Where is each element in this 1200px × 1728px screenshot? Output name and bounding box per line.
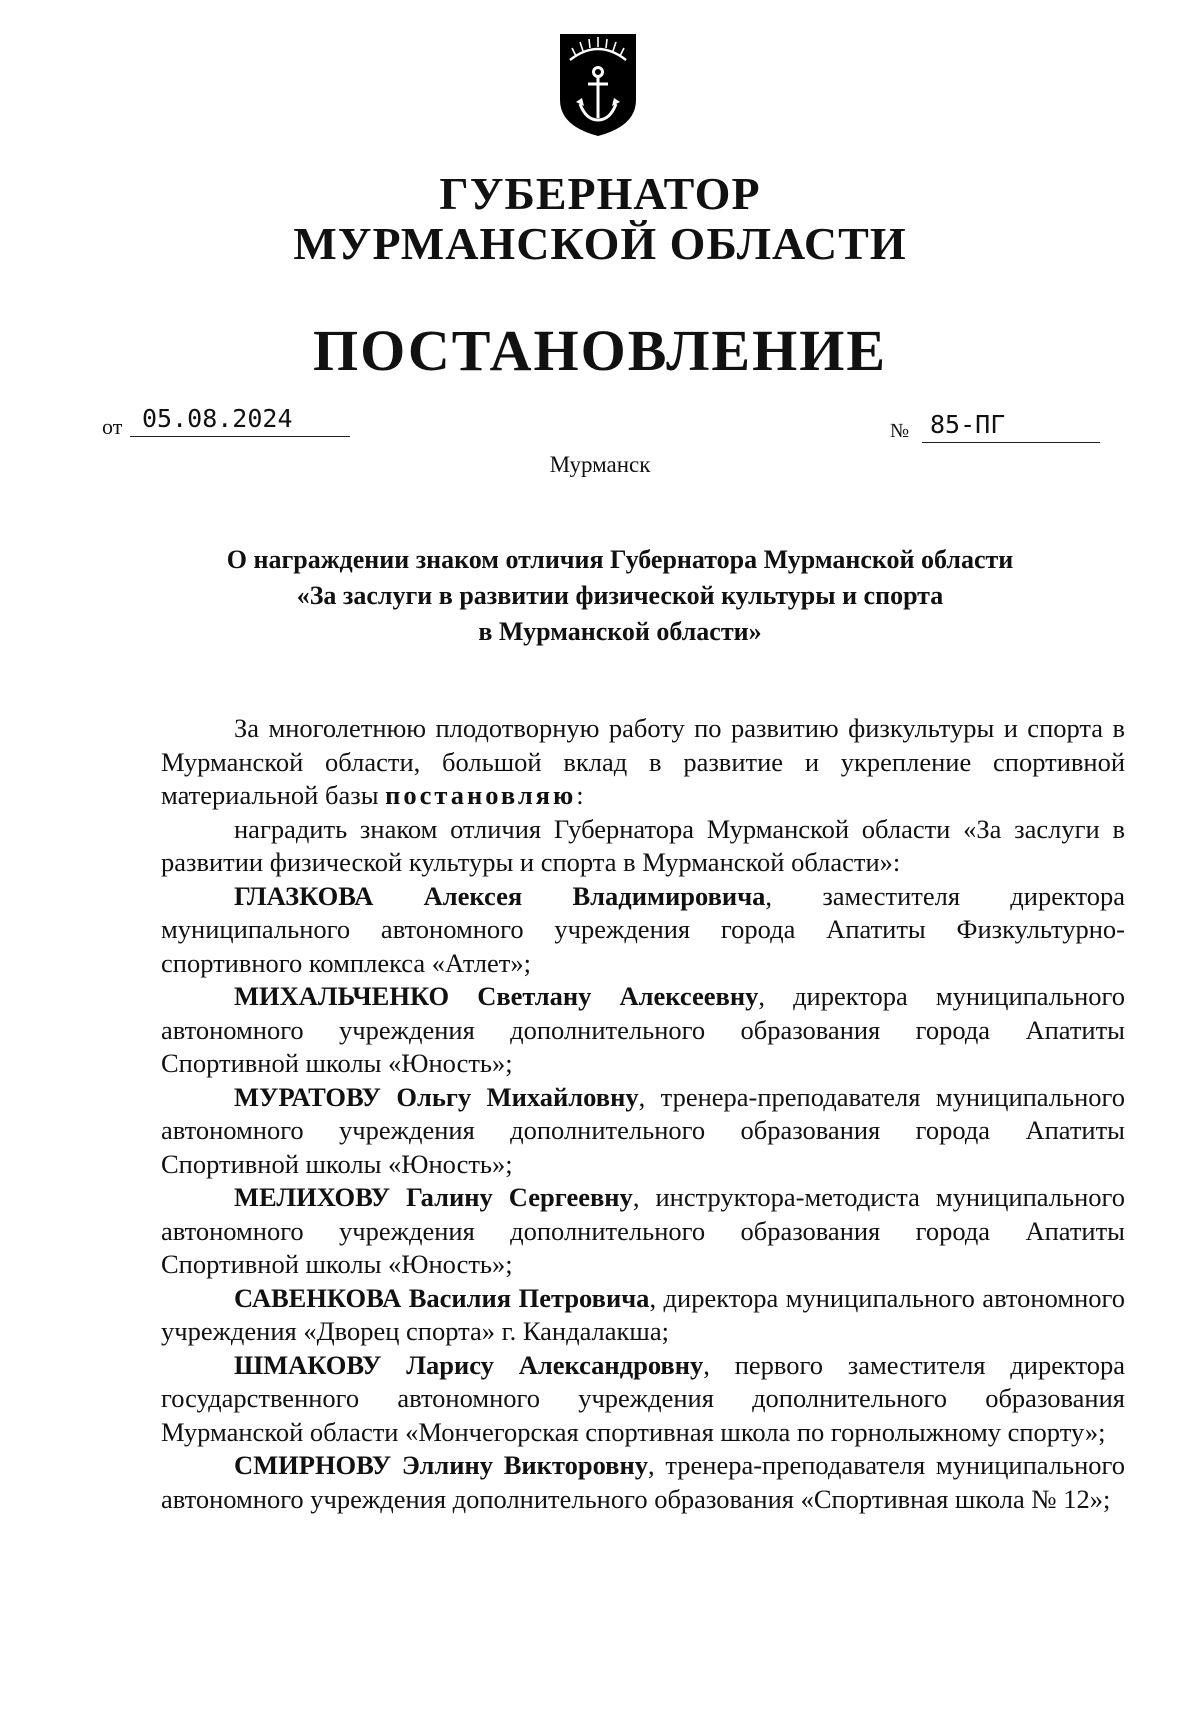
awardee-name: ГЛАЗКОВА Алексея Владимировича [234, 880, 766, 911]
awardee-description: , тренера-преподавателя муниципального автономного учреждения дополнительного образования «Спортивная школа № 12»; [161, 1450, 1125, 1514]
title-line: О награждении знаком отличия Губернатора Мурманской области [226, 545, 1014, 574]
date-value: 05.08.2024 [130, 404, 350, 437]
document-type: ПОСТАНОВЛЕНИЕ [312, 318, 888, 383]
awardee-paragraph [161, 1081, 1125, 1182]
awardee-description: , директора муниципального автономного учреждения дополнительного образования города Апатиты Спортивной школы «Юность»; [161, 981, 1125, 1078]
city: Мурманск [549, 452, 651, 477]
number-label: № [890, 420, 910, 442]
awardee-name: МУРАТОВУ Ольгу Михайловну [234, 1081, 639, 1112]
awardee-name: ШМАКОВУ Ларису Александровну [234, 1349, 704, 1380]
awardee-name: САВЕНКОВА Василия Петровича [234, 1282, 650, 1313]
award-intro-paragraph: наградить знаком отличия Губернатора Мурманской области «За заслуги в развитии физической культуры и спорта в Мурманской области»: [161, 813, 1125, 877]
org-name-line2: МУРМАНСКОЙ ОБЛАСТИ [293, 218, 907, 269]
preamble-text: За многолетнюю плодотворную работу по развитию физкультуры и спорта в Мурманской области, большой вклад в развитие и укрепление спортивной материальной базы [161, 713, 1125, 810]
awardee-description: , инструктора-методиста муниципального автономного учреждения дополнительного образования города Апатиты Спортивной школы «Юность»; [161, 1182, 1125, 1279]
awardee-paragraph [161, 1181, 1125, 1282]
coat-of-arms-icon [556, 30, 640, 140]
awardee-description: , первого заместителя директора государственного автономного учреждения дополнительного образования Мурманской области «Мончегорская спортивная школа по горнолыжному спорту»; [161, 1349, 1125, 1447]
number-value: 85-ПГ [922, 410, 1100, 443]
org-name-line1: ГУБЕРНАТОР [439, 168, 761, 219]
preamble-paragraph [161, 712, 1125, 813]
title-line: в Мурманской области» [478, 617, 762, 646]
date-label: от [102, 414, 123, 439]
coat-of-arms-emblem [556, 30, 640, 140]
awardee-description: , заместителя директора муниципального автономного учреждения города Апатиты Физкультурно-спортивного комплекса «Атлет»; [161, 880, 1125, 978]
title-line: «За заслуги в развитии физической культуры и спорта [296, 581, 944, 610]
awardee-paragraph [161, 1282, 1125, 1349]
document-title [160, 542, 1080, 650]
awardee-paragraph [161, 1449, 1125, 1516]
awardee-description: , тренера-преподавателя муниципального автономного учреждения дополнительного образования города Апатиты Спортивной школы «Юность»; [161, 1081, 1126, 1179]
awardee-name: СМИРНОВУ Эллину Викторовну [234, 1450, 649, 1480]
awardee-description: , директора муниципального автономного учреждения «Дворец спорта» г. Кандалакша; [161, 1282, 1125, 1346]
decree-colon: : [576, 780, 584, 810]
awardee-paragraph [161, 880, 1125, 981]
awardee-paragraph [161, 1349, 1125, 1450]
awardee-name: МИХАЛЬЧЕНКО Светлану Алексеевну [234, 981, 759, 1011]
awardee-paragraph [161, 980, 1125, 1081]
document-body [161, 712, 1125, 1516]
decree-word: постановляю [385, 780, 577, 810]
awardee-name: МЕЛИХОВУ Галину Сергеевну [234, 1182, 633, 1212]
